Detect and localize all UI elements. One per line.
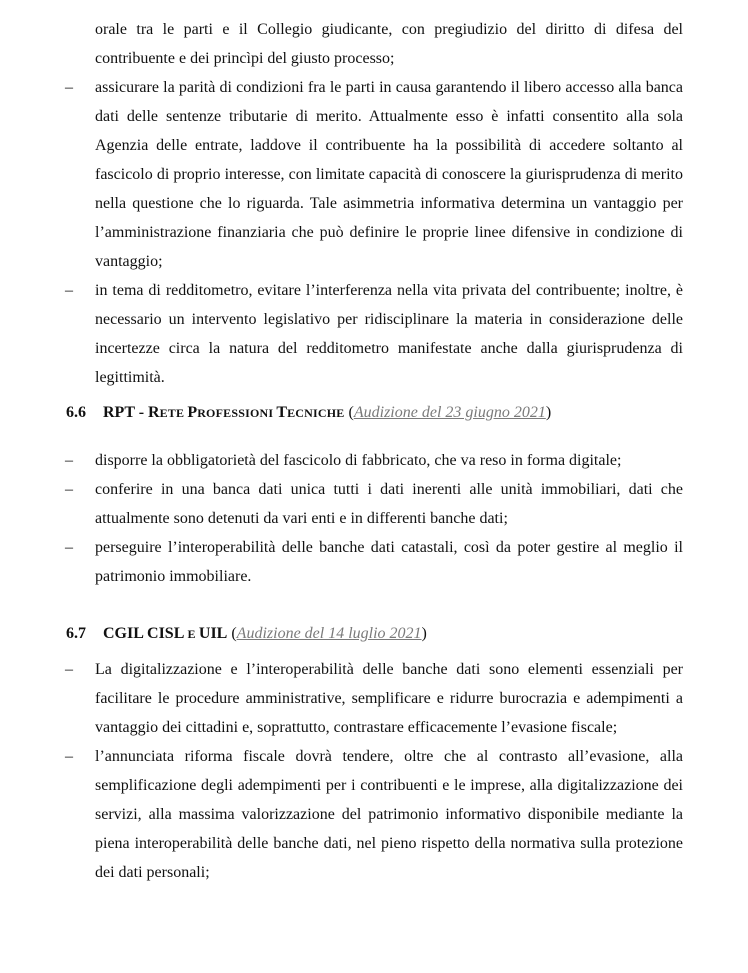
- list-item-text: La digitalizzazione e l’interoperabilità delle banche dati sono elementi essenziali per facilitare le procedure amministrative, semplificare e ridurre burocrazia e adempimenti a vantaggio dei cittadini e, soprattutto, contrastare efficacemente l’evasione fiscale;: [95, 661, 683, 736]
- dash-bullet: –: [65, 79, 73, 96]
- list-item: [65, 475, 683, 533]
- bullet-list-6-7: [65, 655, 683, 887]
- section-number: 6.6: [66, 404, 86, 421]
- list-item-text: assicurare la parità di condizioni fra le parti in causa garantendo il libero accesso alla banca dati delle sentenze tributarie di merito. Attualmente esso è infatti consentito alla sola Agenzia delle entrate, laddove il contribuente ha la possibilità di accedere soltanto al fascicolo di proprio interesse, con limitate capacità di conoscere la giurisprudenza di merito nella questione che lo riguarda. Tale asimmetria informativa determina un vantaggio per l’amministrazione finanziaria che può definire le proprie linee difensive in condizione di vantaggio;: [95, 79, 683, 270]
- dash-bullet: –: [65, 748, 73, 765]
- list-item-text: disporre la obbligatorietà del fascicolo di fabbricato, che va reso in forma digitale;: [95, 452, 622, 469]
- section-heading-6-7: 6.7 CGIL CISL E UIL (Audizione del 14 luglio 2021): [66, 623, 427, 645]
- list-item: [65, 742, 683, 887]
- list-item: [65, 276, 683, 392]
- dash-bullet: –: [65, 661, 73, 678]
- audizione-link[interactable]: Audizione del 23 giugno 2021: [353, 404, 546, 421]
- list-item: [65, 533, 683, 591]
- dash-bullet: –: [65, 282, 73, 299]
- bullet-list-6-6: [65, 446, 683, 591]
- section-title: RPT - RETE PROFESSIONI TECNICHE: [103, 404, 345, 421]
- list-item-text: l’annunciata riforma fiscale dovrà tendere, oltre che al contrasto all’evasione, alla semplificazione degli adempimenti per i contribuenti e le imprese, alla digitalizzazione dei servizi, alla massima valorizzazione del patrimonio informativo disponibile mediante la piena interoperabilità delle banche dati, nel pieno rispetto della normativa sulla protezione dei dati personali;: [95, 748, 683, 881]
- section-title: CGIL CISL E UIL: [103, 625, 228, 642]
- dash-bullet: –: [65, 481, 73, 498]
- dash-bullet: –: [65, 539, 73, 556]
- list-item: [65, 73, 683, 276]
- bullet-list-1: [65, 73, 683, 392]
- list-item: [65, 446, 683, 475]
- audizione-link[interactable]: Audizione del 14 luglio 2021: [236, 625, 422, 642]
- list-item-text: perseguire l’interoperabilità delle banche dati catastali, così da poter gestire al meglio il patrimonio immobiliare.: [95, 539, 683, 585]
- list-item-text: in tema di redditometro, evitare l’interferenza nella vita privata del contribuente; inoltre, è necessario un intervento legislativo per ridisciplinare la materia in considerazione delle incertezze circa la natura del redditometro manifestate anche dalla giurisprudenza di legittimità.: [95, 282, 683, 386]
- section-heading-6-6: 6.6 RPT - RETE PROFESSIONI TECNICHE (Audizione del 23 giugno 2021): [66, 402, 551, 424]
- continuation-paragraph: orale tra le parti e il Collegio giudicante, con pregiudizio del diritto di difesa del contribuente e dei princìpi del giusto processo;: [95, 21, 683, 67]
- dash-bullet: –: [65, 452, 73, 469]
- section-number: 6.7: [66, 625, 86, 642]
- list-item-text: conferire in una banca dati unica tutti i dati inerenti alle unità immobiliari, dati che attualmente sono detenuti da vari enti e in differenti banche dati;: [95, 481, 683, 527]
- list-item: [65, 655, 683, 742]
